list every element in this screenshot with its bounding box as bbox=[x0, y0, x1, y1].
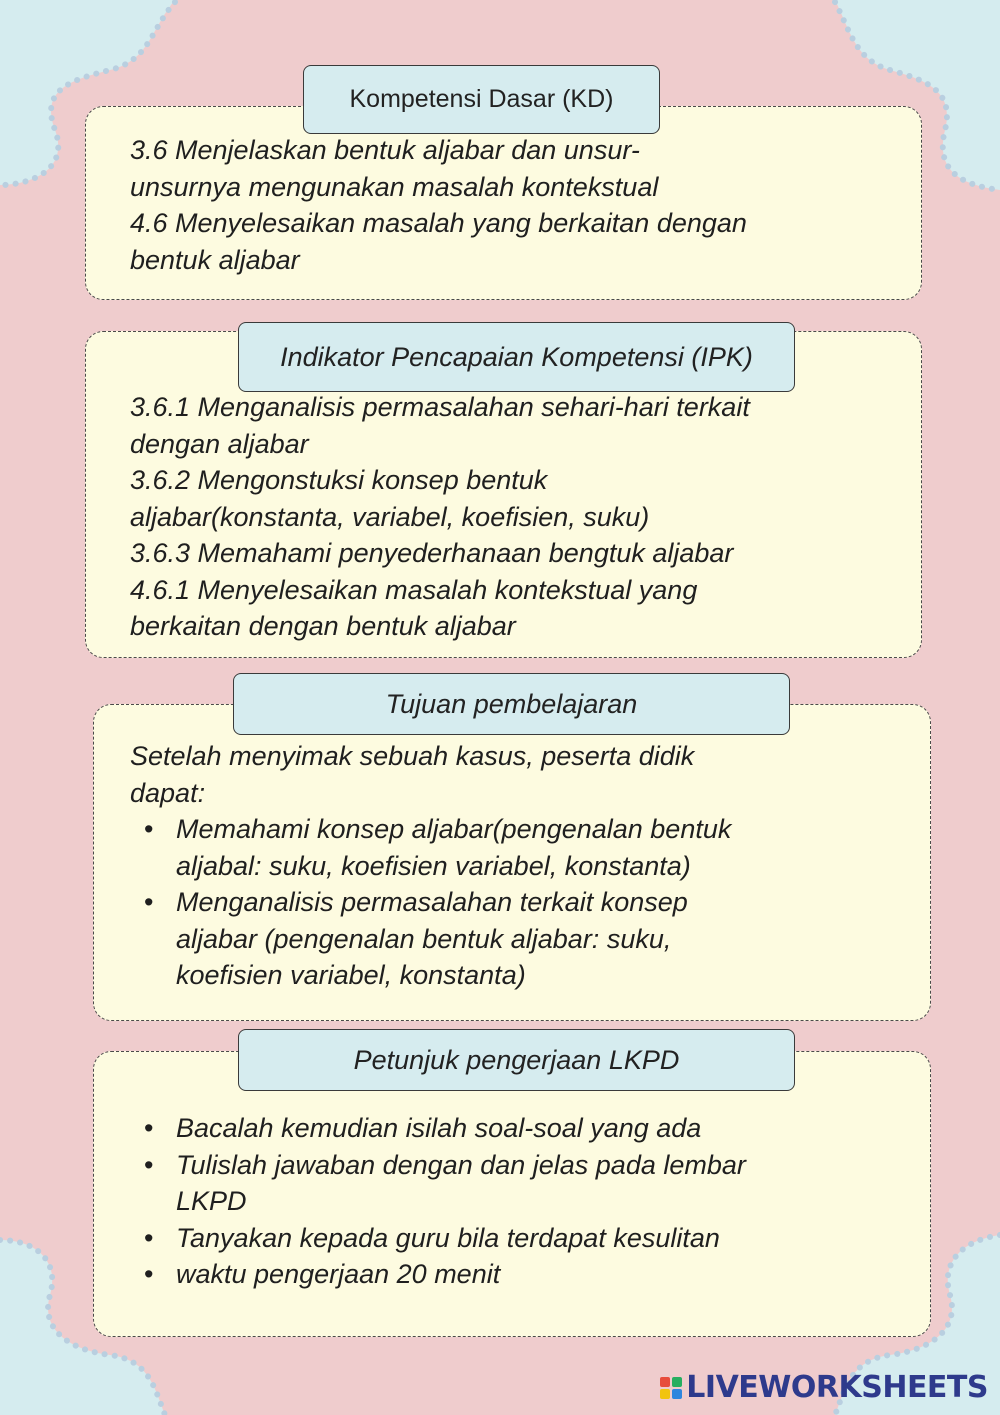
ipk-title: Indikator Pencapaian Kompetensi (IPK) bbox=[238, 322, 795, 392]
petunjuk-bullet bbox=[130, 1147, 746, 1220]
tujuan-title: Tujuan pembelajaran bbox=[233, 673, 790, 735]
ipk-line: 3.6.1 Menganalisis permasalahan sehari-hari terkait bbox=[130, 392, 750, 422]
ipk-line: 3.6.3 Memahami penyederhanaan bengtuk aljabar bbox=[130, 538, 734, 568]
tujuan-bullet-line: • Memahami konsep aljabar(pengenalan bentuk bbox=[176, 814, 732, 844]
kd-line: 4.6 Menyelesaikan masalah yang berkaitan dengan bbox=[130, 208, 747, 238]
petunjuk-text bbox=[130, 1110, 746, 1293]
kd-text bbox=[130, 132, 747, 278]
petunjuk-bullet-line: • waktu pengerjaan 20 menit bbox=[176, 1259, 501, 1289]
liveworksheets-brand[interactable] bbox=[660, 1370, 988, 1405]
ipk-line: 3.6.2 Mengonstuksi konsep bentuk bbox=[130, 465, 548, 495]
ipk-line: 4.6.1 Menyelesaikan masalah kontekstual yang bbox=[130, 574, 698, 605]
tujuan-bullet-list bbox=[130, 811, 731, 994]
ipk-text bbox=[130, 389, 750, 645]
petunjuk-bullet-line: LKPD bbox=[176, 1186, 247, 1216]
petunjuk-bullet bbox=[130, 1220, 746, 1257]
brand-name: LIVEWORKSHEETS bbox=[686, 1370, 988, 1405]
ipk-line: dengan aljabar bbox=[130, 428, 309, 459]
tujuan-text bbox=[130, 738, 731, 994]
petunjuk-bullet-line: • Bacalah kemudian isilah soal-soal yang ada bbox=[176, 1113, 702, 1143]
tujuan-bullet bbox=[130, 884, 731, 994]
tujuan-bullet-line: koefisien variabel, konstanta) bbox=[176, 960, 526, 990]
tujuan-bullet-line: aljabar (pengenalan bentuk aljabar: suku, bbox=[176, 923, 672, 954]
petunjuk-bullet-list bbox=[130, 1110, 746, 1293]
tujuan-intro-line: Setelah menyimak sebuah kasus, peserta didik bbox=[130, 741, 695, 771]
tujuan-intro-line: dapat: bbox=[130, 777, 206, 808]
kd-line: 3.6 Menjelaskan bentuk aljabar dan unsur- bbox=[130, 135, 640, 165]
petunjuk-bullet bbox=[130, 1256, 746, 1293]
tujuan-bullet-line: • Menganalisis permasalahan terkait konsep bbox=[176, 887, 688, 917]
ipk-line: aljabar(konstanta, variabel, koefisien, suku) bbox=[130, 501, 650, 532]
petunjuk-bullet-line: • Tanyakan kepada guru bila terdapat kesulitan bbox=[176, 1222, 720, 1253]
liveworksheets-logo-icon bbox=[660, 1377, 682, 1399]
petunjuk-bullet bbox=[130, 1110, 746, 1147]
kd-line: bentuk aljabar bbox=[130, 244, 300, 275]
tujuan-bullet-line: aljabal: suku, koefisien variabel, konstanta) bbox=[176, 850, 691, 881]
kd-line: unsurnya mengunakan masalah kontekstual bbox=[130, 171, 659, 202]
petunjuk-bullet-line: • Tulislah jawaban dengan dan jelas pada lembar bbox=[176, 1149, 746, 1180]
tujuan-bullet bbox=[130, 811, 731, 884]
petunjuk-title: Petunjuk pengerjaan LKPD bbox=[238, 1029, 795, 1091]
ipk-line: berkaitan dengan bentuk aljabar bbox=[130, 611, 516, 641]
kd-title: Kompetensi Dasar (KD) bbox=[303, 65, 660, 134]
